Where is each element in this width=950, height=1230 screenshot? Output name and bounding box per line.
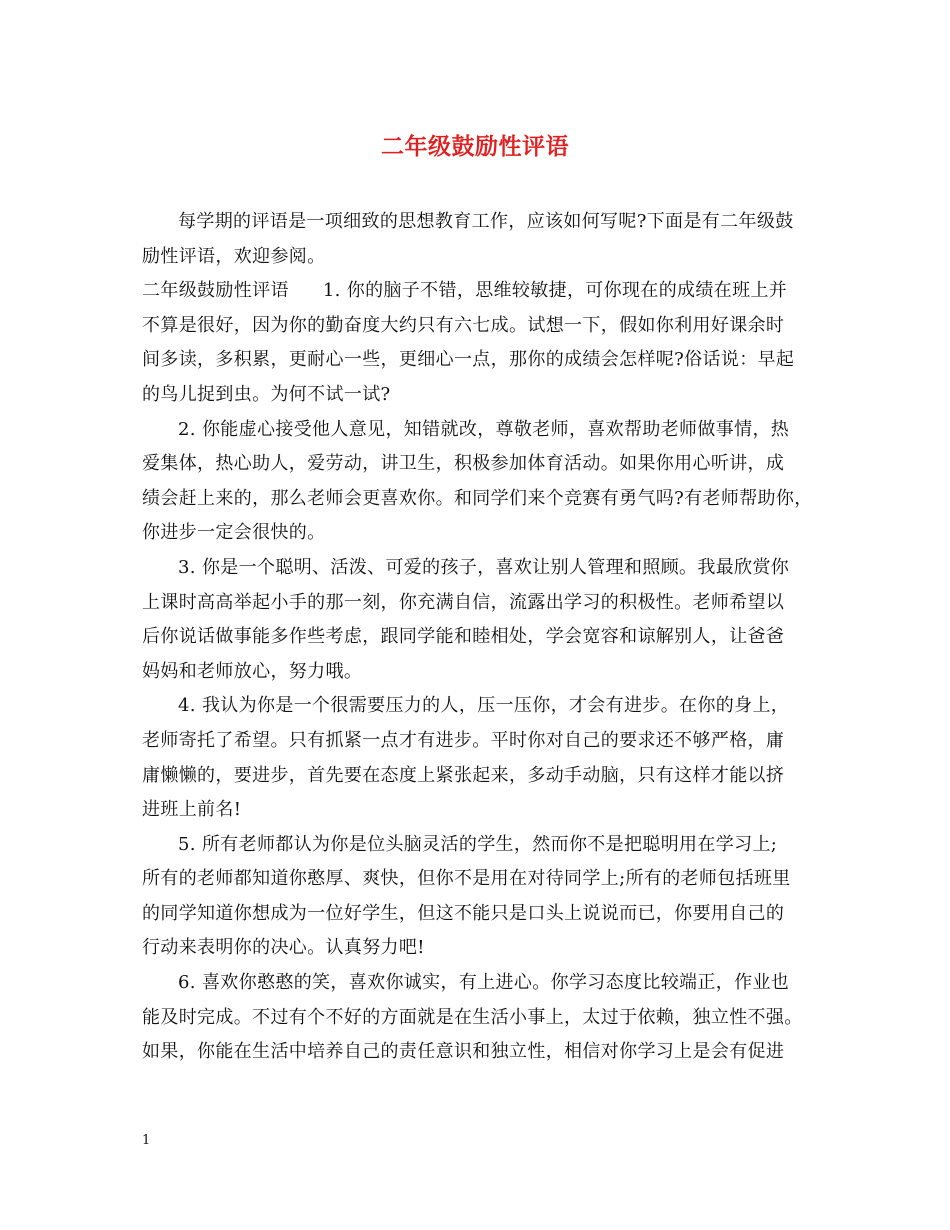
text-line: 行动来表明你的决心。认真努力吧!: [142, 937, 425, 959]
text-line: 间多读，多积累，更耐心一些，更细心一点，那你的成绩会怎样呢?俗话说：早起: [142, 349, 795, 371]
text-line: 庸懒懒的，要进步，首先要在态度上紧张起来，多动手动脑，只有这样才能以挤: [142, 764, 785, 786]
text-line: 能及时完成。不过有个不好的方面就是在生活小事上，太过于依赖，独立性不强。: [142, 1006, 803, 1028]
page-number: 1: [142, 1133, 151, 1148]
text-line: 妈妈和老师放心，努力哦。: [142, 660, 363, 682]
text-line: 5. 所有老师都认为你是位头脑灵活的学生，然而你不是把聪明用在学习上;: [178, 833, 778, 855]
text-line: 后你说话做事能多作些考虑，跟同学能和睦相处，学会宽容和谅解别人，让爸爸: [142, 626, 785, 648]
text-line: [142, 274, 822, 309]
text-line: 的同学知道你想成为一位好学生，但这不能只是口头上说说而已，你要用自己的: [142, 902, 785, 924]
section-heading: 二年级鼓励性评语: [142, 280, 289, 302]
text-line: 进班上前名!: [142, 799, 242, 821]
document-title: 二年级鼓励性评语: [381, 134, 569, 160]
text-line: 如果，你能在生活中培养自己的责任意识和独立性，相信对你学习上是会有促进: [142, 1041, 785, 1063]
text-line: 不算是很好，因为你的勤奋度大约只有六七成。试想一下，假如你利用好课余时: [142, 314, 785, 336]
text-line: 6. 喜欢你憨憨的笑，喜欢你诚实，有上进心。你学习态度比较端正，作业也: [178, 972, 790, 994]
text-line: 爱集体，热心助人，爱劳动，讲卫生，积极参加体育活动。如果你用心听讲，成: [142, 453, 785, 475]
text-line: 你进步一定会很快的。: [142, 522, 326, 544]
text-line: 老师寄托了希望。只有抓紧一点才有进步。平时你对自己的要求还不够严格，庸: [142, 729, 785, 751]
text-line: 4. 我认为你是一个很需要压力的人，压一压你，才会有进步。在你的身上，: [178, 695, 790, 717]
text-line: 所有的老师都知道你憨厚、爽快，但你不是用在对待同学上;所有的老师包括班里: [142, 868, 791, 890]
document-body: [142, 205, 822, 1070]
text-line: 励性评语，欢迎参阅。: [142, 245, 326, 267]
text-line: 3. 你是一个聪明、活泼、可爱的孩子，喜欢让别人管理和照顾。我最欣赏你: [178, 556, 790, 578]
text-line: 的鸟儿捉到虫。为何不试一试?: [142, 383, 391, 405]
comment-text: 1. 你的脑子不错，思维较敏捷，可你现在的成绩在班上并: [322, 280, 788, 302]
text-line: 上课时高高举起小手的那一刻，你充满自信，流露出学习的积极性。老师希望以: [142, 591, 785, 613]
text-line: 2. 你能虚心接受他人意见，知错就改，尊敬老师，喜欢帮助老师做事情，热: [178, 418, 790, 440]
text-line: 绩会赶上来的，那么老师会更喜欢你。和同学们来个竞赛有勇气吗?有老师帮助你，: [142, 487, 813, 509]
text-line: 每学期的评语是一项细致的思想教育工作，应该如何写呢?下面是有二年级鼓: [178, 211, 794, 232]
